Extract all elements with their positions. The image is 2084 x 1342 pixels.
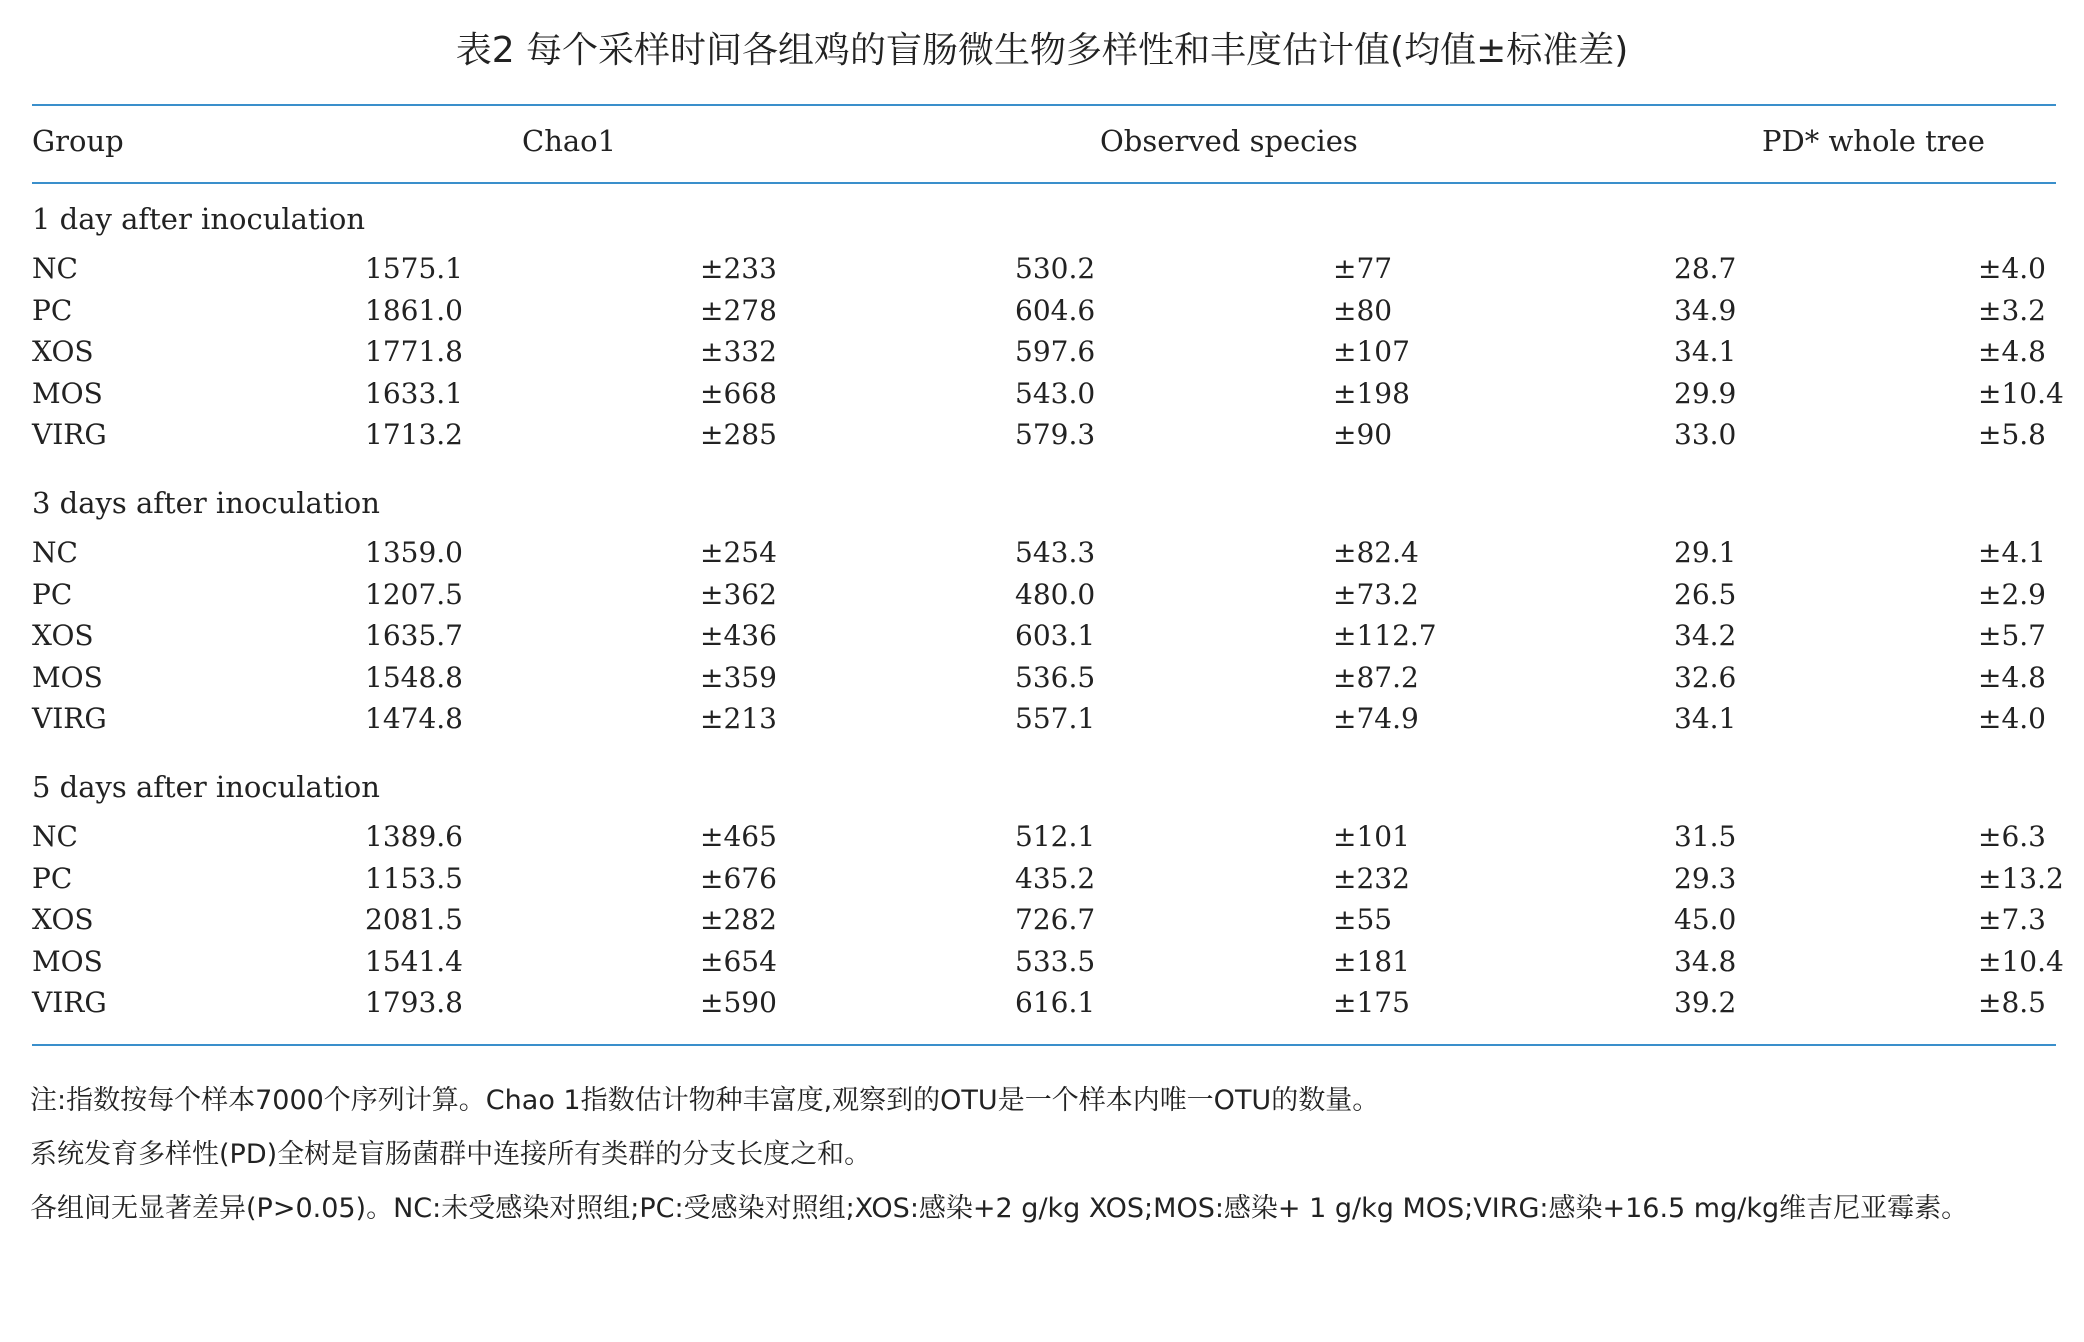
cell-observed: 579.3	[1015, 418, 1096, 452]
cell-observed-sd: ±82.4	[1333, 536, 1419, 569]
header-group: Group	[32, 124, 124, 158]
cell-chao1-sd: ±213	[700, 702, 777, 736]
cell-chao1-sd: ±436	[700, 619, 777, 653]
cell-pd: 26.5	[1674, 577, 1737, 611]
cell-chao1-sd: ±282	[700, 903, 777, 937]
header-pd-whole-tree: PD* whole tree	[1762, 124, 1985, 158]
cell-chao1-sd: ±254	[700, 536, 777, 569]
cell-chao1: 1541.4	[365, 944, 463, 978]
cell-pd: 33.0	[1674, 418, 1737, 452]
cell-observed-sd: ±107	[1333, 335, 1410, 369]
note-line-2: 系统发育多样性(PD)全树是盲肠菌群中连接所有类群的分支长度之和。	[30, 1139, 872, 1170]
cell-pd-sd: ±10.4	[1978, 944, 2064, 978]
cell-observed-sd: ±55	[1333, 903, 1393, 937]
cell-pd-sd: ±7.3	[1978, 903, 2046, 937]
cell-pd-sd: ±2.9	[1978, 577, 2046, 611]
top-rule	[32, 104, 2056, 106]
cell-chao1: 1713.2	[365, 418, 463, 452]
cell-observed-sd: ±112.7	[1333, 619, 1437, 653]
cell-observed: 533.5	[1015, 944, 1096, 978]
cell-group: XOS	[32, 903, 94, 937]
cell-group: VIRG	[32, 702, 107, 736]
cell-group: VIRG	[32, 418, 107, 452]
cell-pd: 29.3	[1674, 861, 1737, 895]
header-chao1: Chao1	[522, 124, 617, 158]
cell-chao1: 1771.8	[365, 335, 463, 369]
cell-observed: 512.1	[1015, 820, 1096, 853]
cell-observed-sd: ±175	[1333, 986, 1410, 1020]
cell-observed: 543.3	[1015, 536, 1096, 569]
cell-chao1: 1633.1	[365, 376, 463, 410]
cell-observed: 543.0	[1015, 376, 1096, 410]
cell-chao1: 1389.6	[365, 820, 463, 853]
table-title: 表2 每个采样时间各组鸡的盲肠微生物多样性和丰度估计值(均值±标准差)	[455, 30, 1629, 71]
cell-group: NC	[32, 536, 78, 569]
cell-pd-sd: ±4.0	[1978, 702, 2046, 736]
cell-pd-sd: ±4.0	[1978, 252, 2046, 285]
cell-chao1-sd: ±590	[700, 986, 777, 1020]
cell-chao1: 1474.8	[365, 702, 463, 736]
cell-pd-sd: ±5.7	[1978, 619, 2046, 653]
cell-pd-sd: ±13.2	[1978, 861, 2064, 895]
cell-observed-sd: ±77	[1333, 252, 1393, 285]
cell-pd: 39.2	[1674, 986, 1737, 1020]
cell-group: XOS	[32, 619, 94, 653]
cell-observed: 480.0	[1015, 577, 1096, 611]
cell-group: PC	[32, 577, 73, 611]
cell-observed-sd: ±181	[1333, 944, 1410, 978]
cell-chao1: 2081.5	[365, 903, 463, 937]
cell-observed-sd: ±80	[1333, 293, 1393, 327]
cell-pd: 34.9	[1674, 293, 1737, 327]
cell-chao1: 1861.0	[365, 293, 463, 327]
cell-chao1: 1153.5	[365, 861, 463, 895]
cell-chao1-sd: ±654	[700, 944, 777, 978]
cell-pd-sd: ±5.8	[1978, 418, 2046, 452]
cell-chao1: 1635.7	[365, 619, 463, 653]
note-line-3: 各组间无显著差异(P>0.05)。NC:未受感染对照组;PC:受感染对照组;XOS:感染+2 g/kg XOS;MOS:感染+ 1 g/kg MOS;VIRG:感染+16.5 mg/kg维吉尼亚霉素。	[30, 1193, 1969, 1224]
cell-pd: 34.1	[1674, 335, 1737, 369]
cell-pd: 34.1	[1674, 702, 1737, 736]
cell-pd: 29.1	[1674, 536, 1737, 569]
section-title: 5 days after inoculation	[32, 770, 380, 804]
cell-chao1: 1548.8	[365, 660, 463, 694]
cell-pd: 29.9	[1674, 376, 1737, 410]
cell-observed: 435.2	[1015, 861, 1096, 895]
cell-chao1-sd: ±285	[700, 418, 777, 452]
cell-pd-sd: ±4.8	[1978, 335, 2046, 369]
cell-group: MOS	[32, 944, 103, 978]
cell-observed: 557.1	[1015, 702, 1096, 736]
header-rule	[32, 182, 2056, 184]
cell-observed: 604.6	[1015, 293, 1096, 327]
cell-pd-sd: ±3.2	[1978, 293, 2046, 327]
cell-group: PC	[32, 861, 73, 895]
cell-observed-sd: ±101	[1333, 820, 1410, 853]
cell-pd: 34.2	[1674, 619, 1737, 653]
section-title: 1 day after inoculation	[32, 202, 366, 236]
bottom-rule	[32, 1044, 2056, 1046]
cell-observed: 530.2	[1015, 252, 1096, 285]
cell-observed-sd: ±90	[1333, 418, 1393, 452]
cell-chao1: 1207.5	[365, 577, 463, 611]
cell-group: MOS	[32, 660, 103, 694]
cell-observed-sd: ±87.2	[1333, 660, 1419, 694]
cell-pd-sd: ±10.4	[1978, 376, 2064, 410]
cell-chao1: 1575.1	[365, 252, 463, 285]
cell-group: PC	[32, 293, 73, 327]
note-line-1: 注:指数按每个样本7000个序列计算。Chao 1指数估计物种丰富度,观察到的OTU是一个样本内唯一OTU的数量。	[30, 1085, 1380, 1116]
cell-pd: 34.8	[1674, 944, 1737, 978]
cell-observed-sd: ±74.9	[1333, 702, 1419, 736]
cell-observed: 603.1	[1015, 619, 1096, 653]
cell-pd-sd: ±6.3	[1978, 820, 2046, 853]
cell-chao1: 1793.8	[365, 986, 463, 1020]
cell-observed: 597.6	[1015, 335, 1096, 369]
cell-chao1-sd: ±332	[700, 335, 777, 369]
cell-observed-sd: ±198	[1333, 376, 1410, 410]
cell-chao1-sd: ±278	[700, 293, 777, 327]
cell-chao1-sd: ±359	[700, 660, 777, 694]
cell-observed: 616.1	[1015, 986, 1096, 1020]
cell-chao1-sd: ±668	[700, 376, 777, 410]
header-observed-species: Observed species	[1100, 124, 1358, 158]
cell-chao1-sd: ±362	[700, 577, 777, 611]
cell-pd-sd: ±4.1	[1978, 536, 2046, 569]
cell-chao1-sd: ±676	[700, 861, 777, 895]
cell-group: MOS	[32, 376, 103, 410]
cell-pd: 31.5	[1674, 820, 1737, 853]
cell-pd: 45.0	[1674, 903, 1737, 937]
cell-group: NC	[32, 252, 78, 285]
cell-chao1-sd: ±233	[700, 252, 777, 285]
cell-pd: 32.6	[1674, 660, 1737, 694]
cell-group: NC	[32, 820, 78, 853]
cell-pd: 28.7	[1674, 252, 1737, 285]
cell-chao1-sd: ±465	[700, 820, 777, 853]
cell-observed: 536.5	[1015, 660, 1096, 694]
cell-group: XOS	[32, 335, 94, 369]
cell-observed-sd: ±232	[1333, 861, 1410, 895]
cell-group: VIRG	[32, 986, 107, 1020]
cell-chao1: 1359.0	[365, 536, 463, 569]
section-title: 3 days after inoculation	[32, 486, 380, 520]
cell-observed-sd: ±73.2	[1333, 577, 1419, 611]
cell-observed: 726.7	[1015, 903, 1096, 937]
cell-pd-sd: ±8.5	[1978, 986, 2046, 1020]
cell-pd-sd: ±4.8	[1978, 660, 2046, 694]
